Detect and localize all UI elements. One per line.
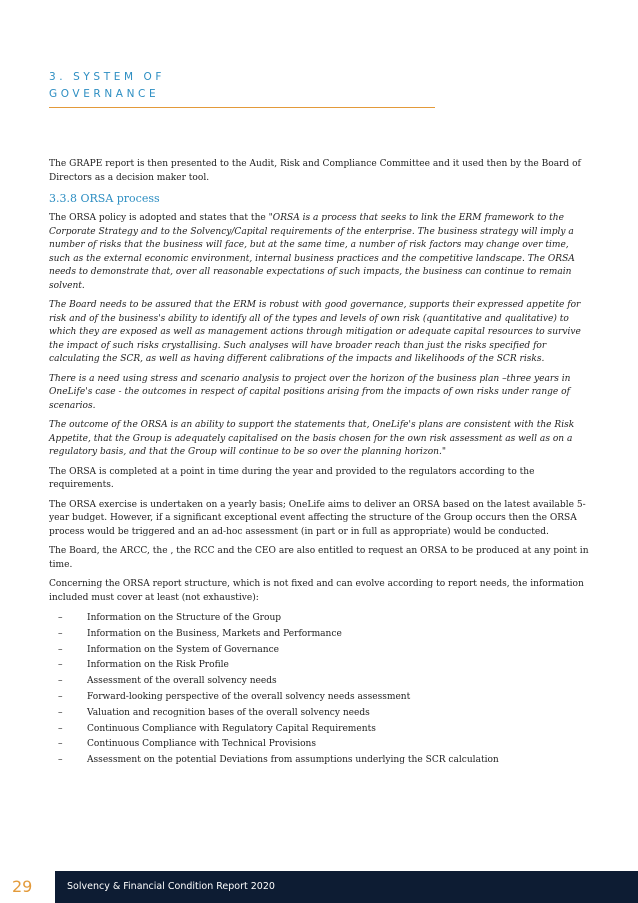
dash-bullet: – — [58, 691, 63, 702]
paragraph-orsa-completed: The ORSA is completed at a point in time during the year and provided to the regulators according to the requirements. — [49, 466, 535, 490]
list-item — [49, 722, 589, 738]
list-item — [49, 690, 589, 706]
list-item-text: Information on the Risk Profile — [87, 660, 229, 671]
list-item-text: Information on the Structure of the Group — [87, 613, 282, 623]
dash-bullet: – — [58, 660, 63, 671]
list-item — [49, 658, 589, 674]
list-item — [49, 643, 589, 659]
list-item — [49, 674, 589, 690]
paragraph-orsa-outcome: The outcome of the ORSA is an ability to support the statements that, OneLife's plans are consistent with the Risk Appetite, that the Group is adequately capitalised on the basis chosen for the own risk assessment as well as on a regulatory basis, and that the Group will continue to be so over the planning horizon." — [49, 420, 575, 457]
list-item-text: Information on the Business, Markets and Performance — [87, 628, 342, 639]
paragraph-grape-report: The GRAPE report is then presented to the Audit, Risk and Compliance Committee and it used then by the Board of Directors as a decision maker tool. — [49, 159, 581, 183]
list-item-text: Continuous Compliance with Regulatory Capital Requirements — [87, 723, 376, 734]
paragraph-orsa-exercise: The ORSA exercise is undertaken on a yearly basis; OneLife aims to deliver an ORSA based on the latest available 5-year budget. However, if a significant exceptional event affecting the structure of the Group occurs then the ORSA process would be triggered and an ad-hoc assessment (in part or in full as appropriate) would be conducted. — [49, 499, 586, 537]
dash-bullet: – — [58, 739, 63, 750]
dash-bullet: – — [58, 723, 63, 734]
orsa-policy-quote: "ORSA is a process that seeks to link the ERM framework to the Corporate Strategy and to the Solvency/Capital requirements of the enterprise. The business strategy will imply a number of risks that the business will face, but at the same time, a number of risk factors may change over time, such as the external economic environment, internal business practices and the competitive landscape. The ORSA needs to demonstrate that, over all reasonable expectations of such impacts, the business can continue to remain solvent. — [49, 213, 575, 291]
list-item — [49, 737, 589, 753]
dash-bullet: – — [58, 676, 63, 687]
paragraph-orsa-policy — [49, 212, 589, 293]
list-item — [49, 627, 589, 643]
dash-bullet: – — [58, 628, 63, 639]
list-item-text: Information on the System of Governance — [87, 644, 280, 655]
dash-bullet: – — [58, 613, 63, 623]
section-title-line-1: 3. SYSTEM OF — [49, 71, 166, 83]
footer-bar — [55, 871, 638, 903]
paragraph-report-structure: Concerning the ORSA report structure, which is not fixed and can evolve according to report needs, the information included must cover at least (not exhaustive): — [49, 579, 584, 603]
paragraph-board-needs: The Board needs to be assured that the ERM is robust with good governance, supports their expressed appetite for risk and of the business's ability to identify all of the types and levels of own risk (quantitative and qualitative) to which they are exposed as well as management actions through mitigation or adequate capital resources to survive the impact of such risks crystallising. Such analyses will have broader reach than just the risks specified for calculating the SCR, as well as having different calibrations of the impacts and likelihoods of the SCR risks. — [49, 300, 581, 364]
list-item-text: Forward-looking perspective of the overall solvency needs assessment — [87, 691, 411, 702]
list-item — [49, 706, 589, 722]
list-item-text: Valuation and recognition bases of the overall solvency needs — [87, 707, 370, 718]
page-body — [49, 158, 589, 769]
list-item — [49, 611, 589, 627]
report-contents-list — [49, 611, 589, 769]
report-title: Solvency & Financial Condition Report 2020 — [67, 881, 275, 892]
dash-bullet: – — [58, 755, 63, 766]
dash-bullet: – — [58, 644, 63, 655]
paragraph-stress-analysis: There is a need using stress and scenario analysis to project over the horizon of the business plan –three years in OneLife's case - the outcomes in respect of capital positions arising from the impacts of own risks under range of scenarios. — [49, 373, 571, 411]
section-title — [49, 69, 349, 103]
list-item-text: Continuous Compliance with Technical Provisions — [87, 739, 317, 750]
list-item-text: Assessment on the potential Deviations from assumptions underlying the SCR calculation — [87, 755, 499, 766]
list-item — [49, 753, 589, 769]
page-footer — [0, 871, 638, 903]
paragraph-board-request: The Board, the ARCC, the , the RCC and the CEO are also entitled to request an ORSA to be produced at any point in time. — [49, 546, 589, 570]
list-item-text: Assessment of the overall solvency needs — [87, 676, 277, 687]
subsection-heading: 3.3.8 ORSA process — [49, 192, 160, 205]
orsa-policy-intro: The ORSA policy is adopted and states that the — [49, 213, 269, 223]
dash-bullet: – — [58, 707, 63, 718]
section-title-line-2: GOVERNANCE — [49, 88, 160, 100]
header-divider — [49, 107, 435, 108]
page-number: 29 — [12, 877, 33, 896]
